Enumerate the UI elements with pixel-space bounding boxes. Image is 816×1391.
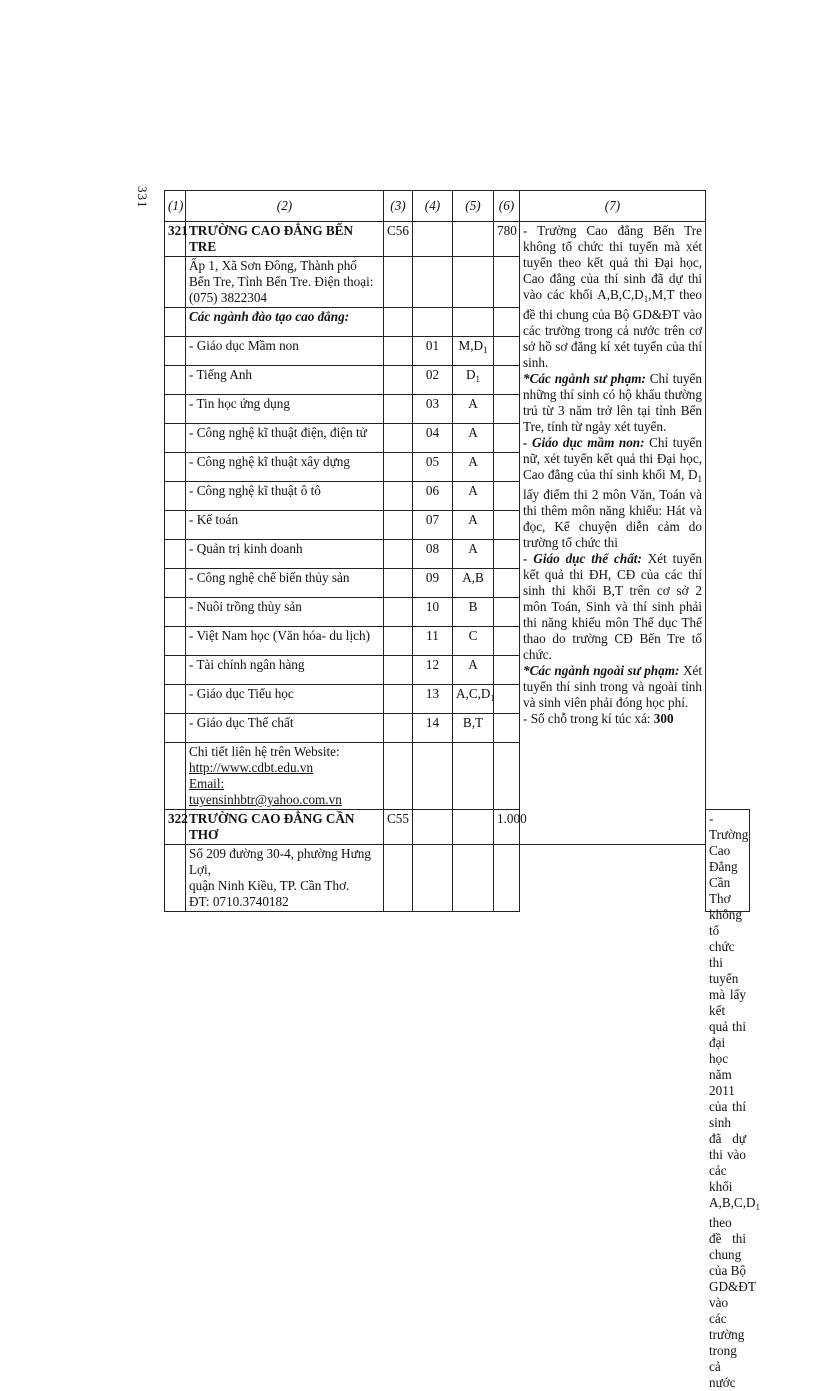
school2-code: C55 — [384, 810, 413, 845]
table-row: - Công nghệ kĩ thuật xây dựng 05 A — [165, 453, 750, 482]
table-row: - Công nghệ chế biến thủy sản 09 A,B — [165, 569, 750, 598]
notes-pedagogy: *Các ngành sư phạm: Chỉ tuyển những thí sinh có hộ khẩu thường trú từ 3 năm trở lên tại tỉnh Bến Tre, tính từ ngày xét tuyển. — [523, 371, 702, 434]
table-row: - Công nghệ kĩ thuật ô tô 06 A — [165, 482, 750, 511]
school2-name: TRƯỜNG CAO ĐẲNG CẦN THƠ — [186, 810, 384, 845]
school1-id: 321 — [165, 222, 186, 257]
email-link[interactable]: Email: tuyensinhbtr@yahoo.com.vn — [189, 776, 342, 807]
table-row: - Nuôi trồng thủy sản 10 B — [165, 598, 750, 627]
notes-non-pedagogy: *Các ngành ngoài sư phạm: Xét tuyển thí sinh trong và ngoài tỉnh và sinh viên phải đóng học phí. — [523, 663, 703, 710]
notes-intro: - Trường Cao đẳng Bến Tre không tổ chức thi tuyển mà xét tuyển theo kết quả thi Đại học, Cao đẳng của thí sinh đã dự thi vào các khối $A,B,C,D_1,M,T$ theo đề thi chung của Bộ GD&ĐT vào các trường trong cả nước trên cơ sở hồ sơ đăng kí xét tuyển của thí sinh. — [523, 223, 702, 370]
school1-title-row — [165, 222, 750, 257]
table-row: - Kế toán 07 A — [165, 511, 750, 540]
admissions-table — [164, 190, 761, 1390]
col-header-1: (1) — [165, 191, 186, 222]
school1-quota: 780 — [494, 222, 520, 257]
table-row: - Giáo dục Mầm non 01 $M,D_1$ — [165, 337, 750, 366]
school2-quota: 1.000 — [494, 810, 520, 845]
table-row: - Giáo dục Thể chất 14 B,T — [165, 714, 750, 743]
col-header-6: (6) — [494, 191, 520, 222]
table-row: - Tài chính ngân hàng 12 A — [165, 656, 750, 685]
category-header: Các ngành đào tạo cao đẳng: — [186, 308, 384, 337]
school2-address-row — [165, 845, 750, 912]
col-header-2: (2) — [186, 191, 384, 222]
school1-code: C56 — [384, 222, 413, 257]
table-row: - Công nghệ kĩ thuật điện, điện tử 04 A — [165, 424, 750, 453]
table-row: - Việt Nam học (Văn hóa- du lịch) 11 C — [165, 627, 750, 656]
notes-pe: - Giáo dục thể chất: Xét tuyển kết quả thi ĐH, CĐ của các thí sinh thi khối B,T trên cơ sở 2 môn Toán, Sinh và thí sinh phải thi năng khiếu môn Thể dục Thể thao do trường CĐ Bến Tre tổ chức. — [523, 551, 702, 662]
school1-name: TRƯỜNG CAO ĐẲNG BẾN TRE — [186, 222, 384, 257]
notes-dorm: - Số chỗ trong kí túc xá: 300 — [523, 711, 674, 726]
school2-notes: - Trường Cao Đẳng Cần Thơ không tổ chức thi tuyển mà lấy kết quả thi đại học năm 2011 của thí sinh đã dự thi vào các khối $A,B,C,D_1$ theo đề thi chung của Bộ GD&ĐT vào các trường trong cả nước — [706, 810, 750, 912]
contact-label: Chi tiết liên hệ trên Website: — [189, 744, 340, 759]
col-header-4: (4) — [413, 191, 453, 222]
col-header-3: (3) — [384, 191, 413, 222]
table-row: - Quản trị kinh doanh 08 A — [165, 540, 750, 569]
school2-address: Số 209 đường 30-4, phường Hưng Lợi, quận Ninh Kiều, TP. Cần Thơ. ĐT: 0710.3740182 — [186, 845, 384, 912]
table-row: - Tiếng Anh 02 $D_1$ — [165, 366, 750, 395]
col-header-7: (7) — [520, 191, 706, 222]
table-row: - Tin học ứng dụng 03 A — [165, 395, 750, 424]
school1-notes — [520, 222, 706, 845]
col-header-5: (5) — [453, 191, 494, 222]
table-row: - Giáo dục Tiểu học 13 $A,C,D_1$ — [165, 685, 750, 714]
page-number: 331 — [135, 186, 150, 209]
school1-contact — [186, 743, 384, 810]
school1-address: Ấp 1, Xã Sơn Đông, Thành phố Bến Tre, Tỉnh Bến Tre. Điện thoại: (075) 3822304 — [186, 257, 384, 308]
website-link[interactable]: http://www.cdbt.edu.vn — [189, 760, 314, 775]
header-row — [165, 191, 750, 222]
school2-id: 322 — [165, 810, 186, 845]
notes-preschool: - Giáo dục mầm non: Chỉ tuyển nữ, xét tuyển kết quả thi Đại học, Cao đẳng của thí sinh khối M, $D_1$ lấy điểm thi 2 môn Văn, Toán và thi thêm môn năng khiếu: Hát và đọc, Kể chuyện diễn cảm do trường tổ chức thi — [523, 435, 702, 550]
